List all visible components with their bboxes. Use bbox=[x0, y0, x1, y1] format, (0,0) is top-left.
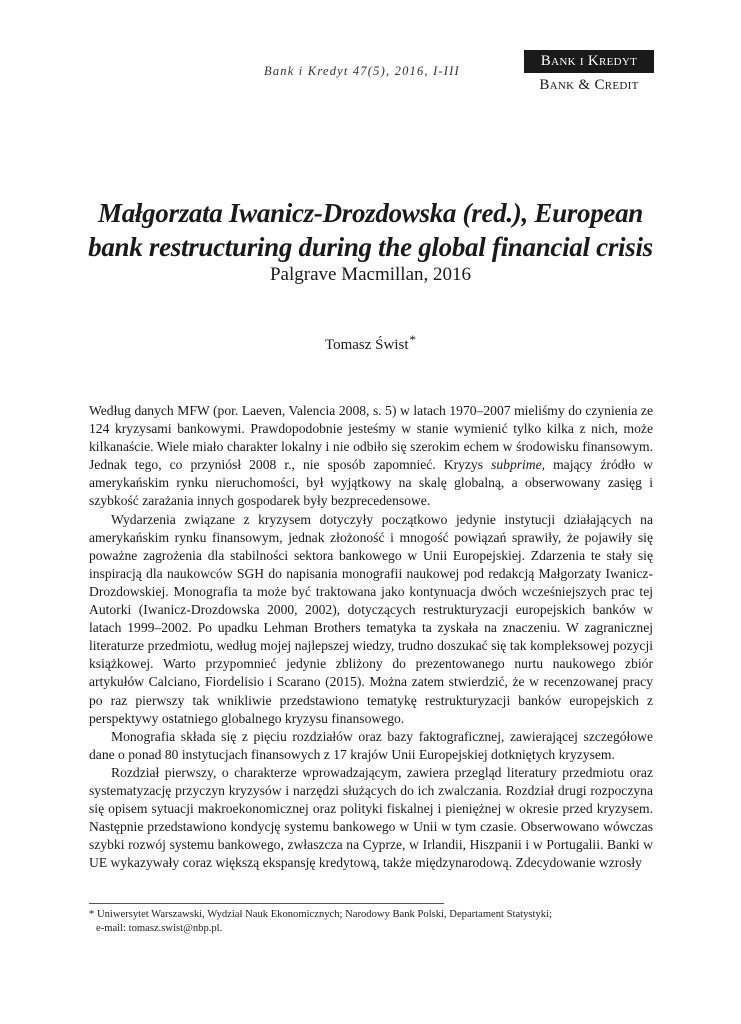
paragraph-1 bbox=[89, 402, 653, 511]
paragraph-2: Wydarzenia związane z kryzysem dotyczyły początkowo jedynie instytucji działających na amerykańskim rynku finansowym, jednak złożoność i mnogość powiązań sprawiły, że pojawiły się poważne zagrożenia dla stabilności sektora bankowego w Unii Europejskiej. Zdarzenia te stały się inspiracją dla naukowców SGH do napisania monografii naukowej pod redakcją Małgorzaty Iwanicz-Drozdowskiej. Monografia ta może być traktowana jako kontynuacja dwóch wcześniejszych prac tej Autorki (Iwanicz-Drozdowska 2000, 2002), dotyczących restrukturyzacji europejskich banków w latach 1999–2002. Po upadku Lehman Brothers tematyka ta zyskała na znaczeniu. W zagranicznej literaturze przedmiotu, według mojej najlepszej wiedzy, trudno doszukać się tak kompleksowej pozycji książkowej. Warto przypomnieć jedynie zbliżony do prezentowanego nurtu naukowego zbiór artykułów Calciano, Fiordelisio i Scarano (2015). Można zatem stwierdzić, że w recenzowanej pracy po raz pierwszy tak wnikliwie przedstawiono tematykę restrukturyzacji banków europejskich z perspektywy ostatniego globalnego kryzysu finansowego. bbox=[89, 511, 653, 726]
review-body bbox=[89, 402, 653, 872]
paragraph-3: Monografia składa się z pięciu rozdziałów oraz bazy faktograficznej, zawierającej szczegółowe dane o ponad 80 instytucjach finansowych z 17 krajów Unii Europejskiej dotkniętych kryzysem. bbox=[89, 728, 653, 762]
title-line-1: Małgorzata Iwanicz-Drozdowska (red.), European bbox=[97, 198, 644, 228]
journal-citation: Bank i Kredyt 47(5), 2016, I-III bbox=[264, 64, 460, 78]
title-line-2: bank restructuring during the global financial crisis bbox=[88, 232, 653, 262]
publisher-line: Palgrave Macmillan, 2016 bbox=[269, 264, 472, 285]
paragraph-1-emphasis: subprime, bbox=[491, 457, 546, 473]
footnote-email: e-mail: tomasz.swist@nbp.pl. bbox=[96, 923, 223, 934]
logo-top-text: Bank i Kredyt bbox=[524, 50, 654, 73]
footnote-affiliation: * Uniwersytet Warszawski, Wydział Nauk Ekonomicznych; Narodowy Bank Polski, Departament Statystyki; bbox=[89, 909, 552, 920]
author-name: Tomasz Świst bbox=[324, 337, 409, 353]
review-title bbox=[60, 196, 681, 264]
author-line bbox=[60, 330, 681, 355]
author-footnote-mark: * bbox=[409, 332, 417, 347]
paragraph-1-part-a: Według danych MFW (por. Laeven, Valencia 2008, s. 5) w latach 1970–2007 mieliśmy do czynienia ze 124 kryzysami bankowymi. Prawdopodobnie jesteśmy w stanie wymienić tylko kilka z nich, może kilkanaście. Wiele miało charakter lokalny i nie odbiło się szerokim echem w środowisku finansowym. Jednak tego, co przyniósł 2008 r., nie sposób zapomnieć. Kryzys bbox=[89, 403, 653, 473]
footnote-divider bbox=[89, 903, 444, 904]
paragraph-4: Rozdział pierwszy, o charakterze wprowadzającym, zawiera przegląd literatury przedmiotu oraz systematyzację przyczyn kryzysów i narzędzi służących do ich zwalczania. Rozdział drugi rozpoczyna się opisem sytuacji makroekonomicznej oraz polityki fiskalnej i pieniężnej w okresie przed kryzysem. Następnie przedstawiono kondycję systemu bankowego w Unii w tym czasie. Obserwowano wówczas szybki rozwój systemu bankowego, zwłaszcza na Cyprze, w Irlandii, Hiszpanii i w Portugalii. Banki w UE wykazywały coraz większą ekspansję kredytową, także międzynarodową. Zdecydowanie wzrosły bbox=[89, 764, 653, 871]
journal-logo bbox=[524, 50, 654, 94]
paragraph-1-part-b: mający źródło w amerykańskim rynku nieruchomości, był wyjątkowy na skalę globalną, a obserwowany zasięg i szybkość zarażania innych gospodarek były bezprecedensowe. bbox=[89, 457, 653, 509]
footnote bbox=[89, 908, 653, 936]
logo-bottom-text: Bank & Credit bbox=[539, 77, 639, 93]
